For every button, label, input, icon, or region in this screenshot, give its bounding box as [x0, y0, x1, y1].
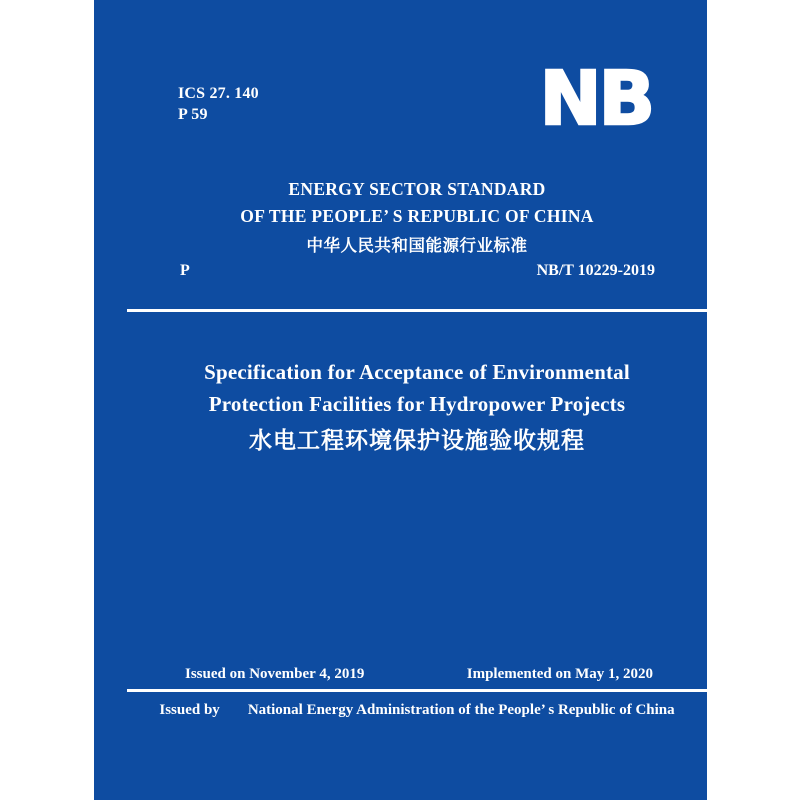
standard-cover-page [94, 0, 707, 800]
implemented-date: Implemented on May 1, 2020 [466, 666, 653, 682]
standard-org-heading [127, 176, 707, 260]
nb-logo: NB [539, 56, 652, 142]
standard-number: NB/T 10229-2019 [536, 262, 655, 279]
issued-date: Issued on November 4, 2019 [185, 666, 365, 682]
classification-codes [178, 83, 259, 125]
dates-row [185, 666, 653, 683]
standard-title [127, 356, 707, 458]
title-en-line2: Protection Facilities for Hydropower Projects [208, 392, 626, 416]
doc-class-letter: P [180, 262, 190, 279]
top-divider-line [127, 309, 707, 312]
ics-code: ICS 27. 140 [178, 85, 259, 102]
org-name-cn: 中华人民共和国能源行业标准 [306, 237, 528, 255]
org-name-en-line1: ENERGY SECTOR STANDARD [288, 179, 546, 199]
standard-number-row [180, 262, 655, 280]
issued-by-label: Issued by [159, 702, 220, 718]
issued-by-row [127, 702, 707, 719]
org-name-en-line2: OF THE PEOPLE’ S REPUBLIC OF CHINA [240, 206, 594, 226]
title-cn: 水电工程环境保护设施验收规程 [249, 428, 585, 453]
bottom-divider-line [127, 689, 707, 692]
issued-by-value: National Energy Administration of the People’ s Republic of China [247, 702, 675, 718]
title-en-line1: Specification for Acceptance of Environmental [204, 360, 630, 384]
p-classification-code: P 59 [178, 106, 208, 123]
